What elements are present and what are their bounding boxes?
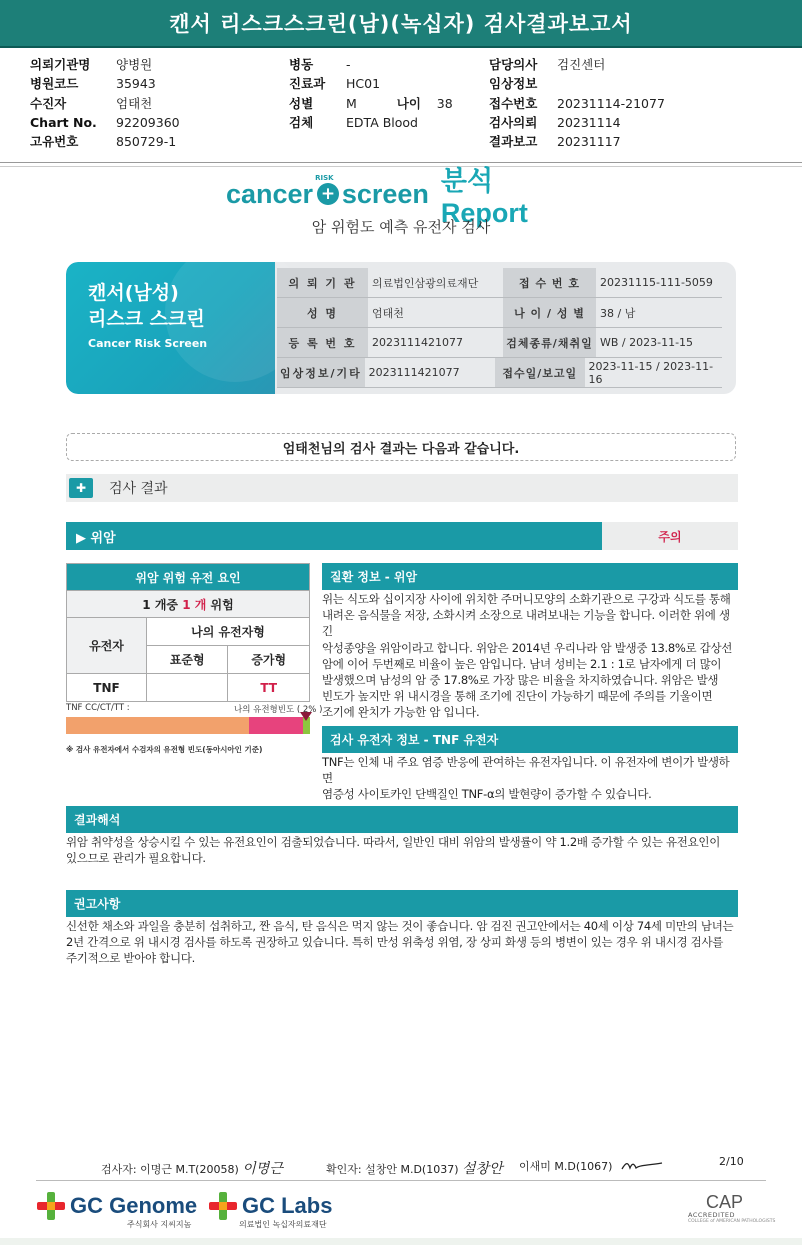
row-key: 접수일/보고일 <box>495 358 585 387</box>
text-line: 염증성 사이토카인 단백질인 TNF-α의 발현량이 증가할 수 있습니다. <box>322 787 652 802</box>
gene-name: TNF <box>67 674 147 702</box>
card-title-panel <box>66 262 275 394</box>
gene-count <box>67 591 310 618</box>
row-value: 2023111421077 <box>368 366 460 379</box>
logo-suffix: 분석 Report <box>440 166 528 228</box>
header-value: 엄태천 <box>116 95 153 111</box>
page-subtitle: 암 위험도 예측 유전자 검사 <box>311 218 491 236</box>
table-row <box>277 358 722 388</box>
section-title: 검사 결과 <box>109 481 168 497</box>
freq-segment-ct <box>249 717 303 734</box>
gc-genome-sub: 주식회사 지씨지놈 <box>127 1220 192 1229</box>
interpretation-title: 결과해석 <box>66 806 738 833</box>
header-value: 850729-1 <box>116 134 177 150</box>
increased-value: TT <box>228 674 310 702</box>
confirmer-label: 확인자: <box>326 1163 362 1176</box>
header-value: 20231114-21077 <box>557 95 665 111</box>
cancer-name: ▶ 위암 <box>66 522 602 550</box>
text-line: 신선한 채소와 과일을 충분히 섭취하고, 짠 음식, 탄 음식은 먹지 않는 것이 좋습니다. 암 검진 권고안에서는 40세 이상 74세 미만의 남녀는 <box>66 919 734 933</box>
header-key: Chart No. <box>30 114 97 130</box>
logo-word-screen: screen <box>341 178 429 209</box>
confirmer2-signature <box>620 1160 664 1172</box>
header-key: 의뢰기관명 <box>30 57 91 72</box>
confirmer2-name: 이새미 M.D(1067) <box>519 1160 613 1173</box>
header-value: 양병원 <box>116 57 153 72</box>
text-line: 2년 간격으로 위 내시경 검사를 하도록 권장하고 있습니다. 특히 만성 위축성 위염, 장 상피 화생 등의 병변이 있는 경우 위 내시경 검사를 <box>66 935 724 950</box>
patient-info-table <box>277 268 722 388</box>
header-col3 <box>489 55 665 151</box>
divider <box>0 162 802 163</box>
header-key: 검체 <box>289 114 314 130</box>
row-key: 접 수 번 호 <box>503 268 596 297</box>
gc-cross-icon <box>209 1192 237 1220</box>
age-value: 38 <box>436 95 453 111</box>
text-line: 악성종양을 위암이라고 합니다. 위암은 2014년 우리나라 암 발생중 13.8%로 갑상선 <box>322 640 733 655</box>
header-key: 임상정보 <box>489 76 538 92</box>
freq-left-label: TNF CC/CT/TT : <box>66 703 130 713</box>
header-key: 진료과 <box>289 76 326 92</box>
cap-small: COLLEGE of AMERICAN PATHOLOGISTS <box>688 1219 776 1224</box>
table-row <box>277 268 722 298</box>
standard-header: 표준형 <box>147 646 228 674</box>
header-key: 수진자 <box>30 95 67 111</box>
age-label: 나이 <box>396 95 421 111</box>
card-title-en: Cancer Risk Screen <box>88 337 208 350</box>
my-genotype-header: 나의 유전자형 <box>147 618 310 646</box>
text-line: 발생했으며 남성의 암 중 17.8%로 가장 많은 비율을 차지하였습니다. 위암은 발생 <box>322 673 719 688</box>
text-line: TNF는 인체 내 주요 염증 반응에 관여하는 유전자입니다. 이 유전자에 변이가 발생하면 <box>322 755 730 786</box>
count-suffix: 위험 <box>210 597 234 612</box>
row-value: 의료법인삼광의료재단 <box>372 276 479 290</box>
header-key: 결과보고 <box>489 134 538 150</box>
header-value: 검진센터 <box>557 57 606 72</box>
divider <box>0 166 802 167</box>
status-badge: 주의 <box>602 522 738 550</box>
header-value: 92209360 <box>116 114 180 130</box>
card-title-line1: 캔서(남성) <box>88 282 179 304</box>
plus-icon: + RISK <box>317 183 339 205</box>
logo-risk: RISK <box>315 174 334 182</box>
gc-labs-logo <box>209 1192 333 1229</box>
recommendation-text <box>66 918 740 967</box>
gc-cross-icon <box>37 1192 65 1220</box>
gc-genome-logo <box>37 1192 198 1229</box>
freq-segment-cc <box>66 717 249 734</box>
card-title <box>88 280 205 332</box>
gc-labs-name: GC Labs <box>242 1193 333 1218</box>
recommendation-title: 권고사항 <box>66 890 738 917</box>
count-prefix: 1 개중 <box>142 597 179 612</box>
divider <box>36 1180 766 1181</box>
report-title: 캔서 리스크스크린(남)(녹십자) 검사결과보고서 <box>0 0 802 48</box>
freq-note: ※ 검사 유전자에서 수검자의 유전형 빈도(동아시아인 기준) <box>66 745 263 754</box>
standard-value <box>147 674 228 702</box>
cap-sub: ACCREDITED <box>688 1211 736 1219</box>
row-key: 등 록 번 호 <box>277 328 368 357</box>
confirmer2 <box>519 1158 664 1174</box>
row-key: 임상정보/기타 <box>277 358 365 387</box>
row-key: 나 이 / 성 별 <box>503 298 596 327</box>
confirmer1-signature: 설창안 <box>462 1161 503 1177</box>
text-line: 있으므로 관리가 필요합니다. <box>66 851 206 866</box>
gc-labs-sub: 의료법인 녹십자의료재단 <box>239 1220 327 1229</box>
header-key: 검사의뢰 <box>489 114 538 130</box>
row-value: 2023-11-15 / 2023-11-16 <box>588 359 714 386</box>
text-line: 위암 취약성을 상승시킬 수 있는 유전요인이 검출되었습니다. 따라서, 일반인 대비 위암의 발생률이 약 1.2배 증가할 수 있는 유전요인이 <box>66 835 721 849</box>
header-key: 병원코드 <box>30 76 79 92</box>
header-value: HC01 <box>346 76 381 92</box>
patient-card <box>66 262 736 394</box>
header-key: 담당의사 <box>489 57 538 72</box>
header-key: 성별 <box>289 95 314 111</box>
cancer-status-bar <box>66 522 738 550</box>
gene-col-header: 유전자 <box>67 618 147 674</box>
row-value: WB / 2023-11-15 <box>600 336 694 349</box>
examiner-name: 이명근 M.T(20058) <box>140 1163 239 1176</box>
header-value: 20231117 <box>557 134 621 150</box>
header-col2 <box>289 55 453 132</box>
table-row <box>277 298 722 328</box>
text-line: 빈도가 높지만 위 내시경을 통해 조기에 진단이 가능하기 때문에 주의를 기울이면 <box>322 689 713 704</box>
interpretation-text <box>66 834 740 866</box>
cap-accredited-logo <box>688 1192 776 1226</box>
row-value: 38 / 남 <box>600 306 636 320</box>
header-col1 <box>30 55 180 151</box>
row-value: 20231115-111-5059 <box>600 276 713 289</box>
bottom-strip <box>0 1238 802 1245</box>
increased-header: 증가형 <box>228 646 310 674</box>
gene-table <box>66 563 310 702</box>
section-header <box>66 474 738 502</box>
examiner-label: 검사자: <box>101 1163 137 1176</box>
medical-kit-icon: ✚ <box>69 478 93 498</box>
gene-table-title: 위암 위험 유전 요인 <box>67 564 310 591</box>
confirmer1-name: 설창안 M.D(1037) <box>365 1163 459 1176</box>
table-row <box>277 328 722 358</box>
gc-genome-name: GC Genome <box>70 1193 198 1218</box>
cap-text: CAP <box>706 1192 744 1212</box>
disease-info-title: 질환 정보 - 위암 <box>322 563 738 590</box>
row-key: 성 명 <box>277 298 368 327</box>
page-number: 2/10 <box>719 1155 744 1168</box>
card-title-line2: 리스크 스크린 <box>88 308 205 330</box>
row-value: 2023111421077 <box>372 336 463 349</box>
count-value: 1 개 <box>182 597 207 612</box>
header-key: 접수번호 <box>489 95 538 111</box>
result-banner: 엄태천님의 검사 결과는 다음과 같습니다. <box>66 433 736 461</box>
confirmer <box>326 1158 503 1178</box>
row-key: 검체종류/채취일 <box>503 328 596 357</box>
header-value: 20231114 <box>557 114 621 130</box>
header-key: 고유번호 <box>30 134 79 150</box>
header-value: - <box>346 57 351 72</box>
header-value: 35943 <box>116 76 156 92</box>
examiner-signature: 이명근 <box>242 1161 283 1177</box>
text-line: 내려온 음식물을 저장, 소화시켜 소장으로 내려보내는 기능을 합니다. 이러한 위에 생긴 <box>322 608 730 639</box>
text-line: 주기적으로 받아야 합니다. <box>66 951 195 966</box>
header-value: EDTA Blood <box>346 114 418 130</box>
disease-info-text <box>322 591 740 721</box>
text-line: 조기에 완치가 가능한 암 입니다. <box>322 705 480 720</box>
my-genotype-marker-icon <box>300 712 312 721</box>
row-key: 의 뢰 기 관 <box>277 268 368 297</box>
gene-info-text <box>322 754 740 803</box>
header-key: 병동 <box>289 57 314 72</box>
freq-right-label: 나의 유전형빈도 ( 2% ) <box>234 705 323 715</box>
row-value: 엄태천 <box>372 306 404 320</box>
gene-info-title: 검사 유전자 정보 - TNF 유전자 <box>322 726 738 753</box>
text-line: 위는 식도와 십이지장 사이에 위치한 주머니모양의 소화기관으로 구강과 식도를 통해 <box>322 592 731 606</box>
examiner <box>101 1158 283 1178</box>
text-line: 암에 이어 두번째로 비율이 높은 암입니다. 남녀 성비는 2.1 : 1로 남자에게 더 많이 <box>322 656 722 671</box>
header-value: M <box>346 95 357 111</box>
genotype-frequency-bar <box>66 717 310 734</box>
logo-word-cancer: cancer <box>226 178 314 209</box>
